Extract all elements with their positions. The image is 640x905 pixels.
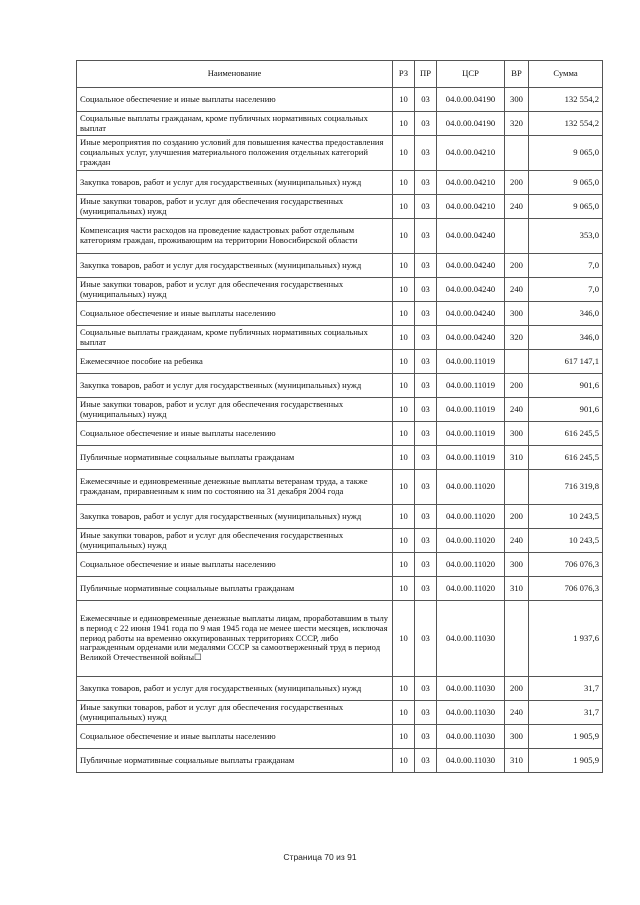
row-rz-cell: 10 bbox=[393, 601, 415, 677]
row-sum-cell: 7,0 bbox=[529, 254, 603, 278]
row-csr-cell: 04.0.00.11019 bbox=[437, 398, 505, 422]
row-rz-cell: 10 bbox=[393, 446, 415, 470]
table-row bbox=[77, 374, 603, 398]
row-sum-cell: 706 076,3 bbox=[529, 577, 603, 601]
row-pr-cell: 03 bbox=[415, 553, 437, 577]
row-sum-cell: 132 554,2 bbox=[529, 112, 603, 136]
row-sum-cell: 10 243,5 bbox=[529, 505, 603, 529]
row-pr-cell: 03 bbox=[415, 219, 437, 254]
row-vr-cell: 300 bbox=[505, 302, 529, 326]
row-csr-cell: 04.0.00.11019 bbox=[437, 446, 505, 470]
page-number: Страница 70 из 91 bbox=[283, 852, 357, 862]
row-vr-cell bbox=[505, 136, 529, 171]
row-rz-cell: 10 bbox=[393, 553, 415, 577]
row-sum-cell: 31,7 bbox=[529, 701, 603, 725]
row-csr-cell: 04.0.00.04190 bbox=[437, 112, 505, 136]
row-vr-cell: 300 bbox=[505, 725, 529, 749]
row-sum-cell: 7,0 bbox=[529, 278, 603, 302]
row-csr-cell: 04.0.00.11030 bbox=[437, 677, 505, 701]
row-rz-cell: 10 bbox=[393, 749, 415, 773]
row-pr-cell: 03 bbox=[415, 112, 437, 136]
row-pr-cell: 03 bbox=[415, 725, 437, 749]
row-sum-cell: 616 245,5 bbox=[529, 422, 603, 446]
row-name-cell: Социальные выплаты гражданам, кроме публичных нормативных социальных выплат bbox=[77, 112, 393, 136]
row-rz-cell: 10 bbox=[393, 725, 415, 749]
table-row bbox=[77, 701, 603, 725]
row-vr-cell: 310 bbox=[505, 446, 529, 470]
row-sum-cell: 616 245,5 bbox=[529, 446, 603, 470]
row-rz-cell: 10 bbox=[393, 398, 415, 422]
row-pr-cell: 03 bbox=[415, 601, 437, 677]
row-vr-cell: 200 bbox=[505, 505, 529, 529]
row-name-cell: Иные закупки товаров, работ и услуг для обеспечения государственных (муниципальных) нужд bbox=[77, 701, 393, 725]
row-pr-cell: 03 bbox=[415, 505, 437, 529]
row-vr-cell: 300 bbox=[505, 422, 529, 446]
row-rz-cell: 10 bbox=[393, 278, 415, 302]
row-pr-cell: 03 bbox=[415, 88, 437, 112]
row-csr-cell: 04.0.00.11019 bbox=[437, 422, 505, 446]
row-vr-cell: 320 bbox=[505, 326, 529, 350]
table-row bbox=[77, 601, 603, 677]
row-name-cell: Иные закупки товаров, работ и услуг для обеспечения государственных (муниципальных) нужд bbox=[77, 398, 393, 422]
row-vr-cell: 300 bbox=[505, 88, 529, 112]
table-row bbox=[77, 577, 603, 601]
row-rz-cell: 10 bbox=[393, 88, 415, 112]
row-vr-cell bbox=[505, 601, 529, 677]
table-row bbox=[77, 529, 603, 553]
row-pr-cell: 03 bbox=[415, 326, 437, 350]
row-pr-cell: 03 bbox=[415, 470, 437, 505]
header-rz: РЗ bbox=[393, 61, 415, 88]
table-row bbox=[77, 326, 603, 350]
row-pr-cell: 03 bbox=[415, 302, 437, 326]
row-rz-cell: 10 bbox=[393, 219, 415, 254]
row-rz-cell: 10 bbox=[393, 470, 415, 505]
row-vr-cell: 200 bbox=[505, 171, 529, 195]
table-row bbox=[77, 254, 603, 278]
row-sum-cell: 10 243,5 bbox=[529, 529, 603, 553]
row-name-cell: Ежемесячные и единовременные денежные выплаты ветеранам труда, а также гражданам, приравненным к ним по состоянию на 31 декабря 2004 года bbox=[77, 470, 393, 505]
row-name-cell: Ежемесячное пособие на ребенка bbox=[77, 350, 393, 374]
row-sum-cell: 132 554,2 bbox=[529, 88, 603, 112]
table-row bbox=[77, 422, 603, 446]
row-name-cell: Социальное обеспечение и иные выплаты населению bbox=[77, 302, 393, 326]
row-pr-cell: 03 bbox=[415, 422, 437, 446]
header-pr: ПР bbox=[415, 61, 437, 88]
row-csr-cell: 04.0.00.04240 bbox=[437, 326, 505, 350]
table-row bbox=[77, 749, 603, 773]
row-sum-cell: 617 147,1 bbox=[529, 350, 603, 374]
row-pr-cell: 03 bbox=[415, 446, 437, 470]
table-row bbox=[77, 88, 603, 112]
row-name-cell: Социальные выплаты гражданам, кроме публичных нормативных социальных выплат bbox=[77, 326, 393, 350]
table-row bbox=[77, 470, 603, 505]
row-name-cell: Закупка товаров, работ и услуг для государственных (муниципальных) нужд bbox=[77, 254, 393, 278]
table-body bbox=[77, 88, 603, 773]
row-pr-cell: 03 bbox=[415, 529, 437, 553]
row-rz-cell: 10 bbox=[393, 529, 415, 553]
row-csr-cell: 04.0.00.11019 bbox=[437, 350, 505, 374]
row-name-cell: Закупка товаров, работ и услуг для государственных (муниципальных) нужд bbox=[77, 677, 393, 701]
table-row bbox=[77, 171, 603, 195]
row-vr-cell: 240 bbox=[505, 701, 529, 725]
table-row bbox=[77, 302, 603, 326]
row-pr-cell: 03 bbox=[415, 136, 437, 171]
row-rz-cell: 10 bbox=[393, 701, 415, 725]
row-vr-cell: 240 bbox=[505, 398, 529, 422]
row-rz-cell: 10 bbox=[393, 677, 415, 701]
header-vr: ВР bbox=[505, 61, 529, 88]
row-vr-cell: 200 bbox=[505, 374, 529, 398]
row-name-cell: Публичные нормативные социальные выплаты гражданам bbox=[77, 577, 393, 601]
row-sum-cell: 9 065,0 bbox=[529, 136, 603, 171]
header-sum: Сумма bbox=[529, 61, 603, 88]
row-pr-cell: 03 bbox=[415, 577, 437, 601]
row-vr-cell bbox=[505, 350, 529, 374]
table-row bbox=[77, 677, 603, 701]
row-rz-cell: 10 bbox=[393, 577, 415, 601]
row-csr-cell: 04.0.00.11020 bbox=[437, 577, 505, 601]
row-rz-cell: 10 bbox=[393, 136, 415, 171]
row-name-cell: Закупка товаров, работ и услуг для государственных (муниципальных) нужд bbox=[77, 505, 393, 529]
row-name-cell: Компенсация части расходов на проведение кадастровых работ отдельным категориям граждан, проживающим на территории Новосибирской области bbox=[77, 219, 393, 254]
row-csr-cell: 04.0.00.04190 bbox=[437, 88, 505, 112]
row-csr-cell: 04.0.00.04210 bbox=[437, 171, 505, 195]
budget-table bbox=[76, 60, 603, 773]
row-csr-cell: 04.0.00.04240 bbox=[437, 219, 505, 254]
row-vr-cell bbox=[505, 470, 529, 505]
row-name-cell: Социальное обеспечение и иные выплаты населению bbox=[77, 88, 393, 112]
row-rz-cell: 10 bbox=[393, 195, 415, 219]
row-sum-cell: 901,6 bbox=[529, 374, 603, 398]
row-csr-cell: 04.0.00.04240 bbox=[437, 302, 505, 326]
row-sum-cell: 1 905,9 bbox=[529, 725, 603, 749]
row-name-cell: Закупка товаров, работ и услуг для государственных (муниципальных) нужд bbox=[77, 374, 393, 398]
row-rz-cell: 10 bbox=[393, 254, 415, 278]
row-csr-cell: 04.0.00.11020 bbox=[437, 505, 505, 529]
row-csr-cell: 04.0.00.04210 bbox=[437, 195, 505, 219]
row-sum-cell: 353,0 bbox=[529, 219, 603, 254]
table-row bbox=[77, 398, 603, 422]
row-name-cell: Публичные нормативные социальные выплаты гражданам bbox=[77, 446, 393, 470]
row-pr-cell: 03 bbox=[415, 701, 437, 725]
table-row bbox=[77, 112, 603, 136]
row-pr-cell: 03 bbox=[415, 254, 437, 278]
row-csr-cell: 04.0.00.04240 bbox=[437, 254, 505, 278]
row-sum-cell: 901,6 bbox=[529, 398, 603, 422]
row-name-cell: Социальное обеспечение и иные выплаты населению bbox=[77, 725, 393, 749]
header-csr: ЦСР bbox=[437, 61, 505, 88]
row-rz-cell: 10 bbox=[393, 112, 415, 136]
row-pr-cell: 03 bbox=[415, 749, 437, 773]
row-rz-cell: 10 bbox=[393, 302, 415, 326]
row-sum-cell: 346,0 bbox=[529, 326, 603, 350]
row-name-cell: Ежемесячные и единовременные денежные выплаты лицам, проработавшим в тылу в период с 22 июня 1941 года по 9 мая 1945 года не менее шести месяцев, исключая период работы на временно оккупированных территориях СССР, либо награжденным орденами или медалями СССР за самоотверженный труд в период Великой Отечественной войны☐ bbox=[77, 601, 393, 677]
row-sum-cell: 1 937,6 bbox=[529, 601, 603, 677]
row-sum-cell: 1 905,9 bbox=[529, 749, 603, 773]
row-csr-cell: 04.0.00.11019 bbox=[437, 374, 505, 398]
row-sum-cell: 706 076,3 bbox=[529, 553, 603, 577]
header-name: Наименование bbox=[77, 61, 393, 88]
row-sum-cell: 9 065,0 bbox=[529, 171, 603, 195]
row-csr-cell: 04.0.00.11020 bbox=[437, 470, 505, 505]
row-csr-cell: 04.0.00.11020 bbox=[437, 553, 505, 577]
row-name-cell: Иные закупки товаров, работ и услуг для обеспечения государственных (муниципальных) нужд bbox=[77, 278, 393, 302]
row-vr-cell: 240 bbox=[505, 195, 529, 219]
row-vr-cell: 310 bbox=[505, 577, 529, 601]
row-name-cell: Социальное обеспечение и иные выплаты населению bbox=[77, 422, 393, 446]
row-name-cell: Иные мероприятия по созданию условий для повышения качества предоставления социальных услуг, улучшения материального положения отдельных категорий граждан bbox=[77, 136, 393, 171]
row-pr-cell: 03 bbox=[415, 171, 437, 195]
row-csr-cell: 04.0.00.04210 bbox=[437, 136, 505, 171]
table-header bbox=[77, 61, 603, 88]
table-row bbox=[77, 350, 603, 374]
row-vr-cell bbox=[505, 219, 529, 254]
row-sum-cell: 346,0 bbox=[529, 302, 603, 326]
row-name-cell: Иные закупки товаров, работ и услуг для обеспечения государственных (муниципальных) нужд bbox=[77, 195, 393, 219]
row-rz-cell: 10 bbox=[393, 505, 415, 529]
row-vr-cell: 310 bbox=[505, 749, 529, 773]
row-name-cell: Социальное обеспечение и иные выплаты населению bbox=[77, 553, 393, 577]
table-row bbox=[77, 278, 603, 302]
row-csr-cell: 04.0.00.11020 bbox=[437, 529, 505, 553]
row-vr-cell: 240 bbox=[505, 278, 529, 302]
row-rz-cell: 10 bbox=[393, 171, 415, 195]
table-row bbox=[77, 195, 603, 219]
row-name-cell: Публичные нормативные социальные выплаты гражданам bbox=[77, 749, 393, 773]
row-rz-cell: 10 bbox=[393, 326, 415, 350]
row-sum-cell: 31,7 bbox=[529, 677, 603, 701]
row-sum-cell: 716 319,8 bbox=[529, 470, 603, 505]
row-csr-cell: 04.0.00.11030 bbox=[437, 601, 505, 677]
header-row bbox=[77, 61, 603, 88]
table-row bbox=[77, 136, 603, 171]
row-vr-cell: 240 bbox=[505, 529, 529, 553]
row-pr-cell: 03 bbox=[415, 677, 437, 701]
row-vr-cell: 200 bbox=[505, 677, 529, 701]
row-csr-cell: 04.0.00.11030 bbox=[437, 725, 505, 749]
row-vr-cell: 320 bbox=[505, 112, 529, 136]
row-name-cell: Иные закупки товаров, работ и услуг для обеспечения государственных (муниципальных) нужд bbox=[77, 529, 393, 553]
row-rz-cell: 10 bbox=[393, 374, 415, 398]
row-sum-cell: 9 065,0 bbox=[529, 195, 603, 219]
row-pr-cell: 03 bbox=[415, 278, 437, 302]
row-name-cell: Закупка товаров, работ и услуг для государственных (муниципальных) нужд bbox=[77, 171, 393, 195]
table-row bbox=[77, 553, 603, 577]
table-row bbox=[77, 446, 603, 470]
table-row bbox=[77, 219, 603, 254]
row-csr-cell: 04.0.00.04240 bbox=[437, 278, 505, 302]
row-pr-cell: 03 bbox=[415, 374, 437, 398]
row-csr-cell: 04.0.00.11030 bbox=[437, 749, 505, 773]
row-pr-cell: 03 bbox=[415, 350, 437, 374]
row-rz-cell: 10 bbox=[393, 350, 415, 374]
table-row bbox=[77, 725, 603, 749]
row-pr-cell: 03 bbox=[415, 398, 437, 422]
row-csr-cell: 04.0.00.11030 bbox=[437, 701, 505, 725]
row-pr-cell: 03 bbox=[415, 195, 437, 219]
row-rz-cell: 10 bbox=[393, 422, 415, 446]
row-vr-cell: 200 bbox=[505, 254, 529, 278]
row-vr-cell: 300 bbox=[505, 553, 529, 577]
table-row bbox=[77, 505, 603, 529]
